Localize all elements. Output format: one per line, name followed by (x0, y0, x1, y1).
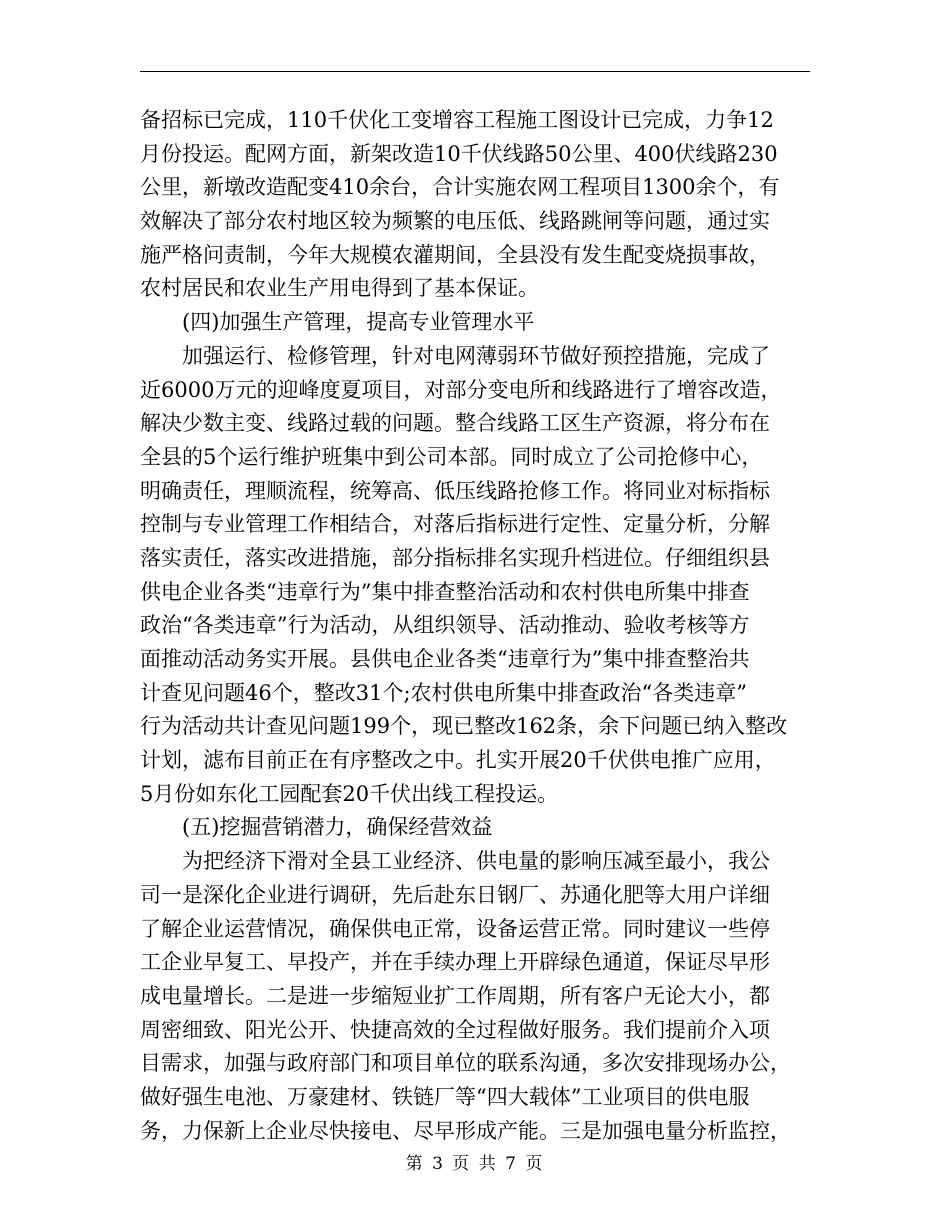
body-line: 工企业早复工、早投产，并在手续办理上开辟绿色通道，保证尽早形 (140, 950, 770, 975)
body-line: 做好强生电池、万豪建材、铁链厂等“四大载体”工业项目的供电服 (140, 1084, 750, 1109)
body-line: 行为活动共计查见问题199个，现已整改162条，余下问题已纳入整改 (140, 714, 788, 739)
body-line: 备招标已完成，110千伏化工变增容工程施工图设计已完成，力争12 (140, 108, 774, 132)
body-line: 月份投运。配网方面，新架改造10千伏线路50公里、400伏线路230 (140, 141, 778, 166)
body-line: 目需求，加强与政府部门和项目单位的联系沟通，多次安排现场办公， (140, 1051, 791, 1076)
paragraph-start-line: 为把经济下滑对全县工业经济、供电量的影响压减至最小，我公 (182, 849, 770, 874)
body-line: 明确责任，理顺流程，统筹高、低压线路抢修工作。将同业对标指标 (140, 478, 770, 503)
body-line: 近6000万元的迎峰度夏项目，对部分变电所和线路进行了增容改造， (140, 377, 782, 402)
page-number: 第 3 页 共 7 页 (405, 1154, 545, 1174)
document-body (140, 104, 810, 1148)
body-line: 5月份如东化工园配套20千伏出线工程投运。 (140, 781, 559, 806)
body-line: 计查见问题46个，整改31个;农村供电所集中排查政治“各类违章” (140, 680, 747, 705)
section-heading: (四)加强生产管理，提高专业管理水平 (182, 310, 535, 335)
header-rule (140, 71, 810, 72)
body-line: 周密细致、阳光公开、快捷高效的全过程做好服务。我们提前介入项 (140, 1017, 770, 1042)
body-line: 施严格问责制，今年大规模农灌期间，全县没有发生配变烧损事故， (140, 242, 770, 267)
body-line: 计划，滤布目前正在有序整改之中。扎实开展20千伏供电推广应用， (140, 748, 776, 773)
body-line: 成电量增长。二是进一步缩短业扩工作周期，所有客户无论大小，都 (140, 983, 770, 1008)
body-line: 政治“各类违章”行为活动，从组织领导、活动推动、验收考核等方 (140, 613, 750, 638)
body-line: 务，力保新上企业尽快接电、尽早形成产能。三是加强电量分析监控， (140, 1118, 791, 1143)
body-line: 落实责任，落实改进措施，部分指标排名实现升档进位。仔细组织县 (140, 545, 770, 570)
body-line: 司一是深化企业进行调研，先后赴东日钢厂、苏通化肥等大用户详细 (140, 882, 770, 907)
body-line: 公里，新墩改造配变410余台，合计实施农网工程项目1300余个，有 (140, 175, 780, 200)
body-line: 解决少数主变、线路过载的问题。整合线路工区生产资源，将分布在 (140, 411, 770, 436)
body-line: 面推动活动务实开展。县供电企业各类“违章行为”集中排查整治共 (140, 647, 750, 671)
body-line: 了解企业运营情况，确保供电正常，设备运营正常。同时建议一些停 (140, 916, 770, 941)
body-line: 全县的5个运行维护班集中到公司本部。同时成立了公司抢修中心， (140, 444, 763, 469)
body-line: 供电企业各类“违章行为”集中排查整治活动和农村供电所集中排查 (140, 579, 750, 604)
body-line: 农村居民和农业生产用电得到了基本保证。 (140, 276, 539, 301)
paragraph-start-line: 加强运行、检修管理，针对电网薄弱环节做好预控措施，完成了 (182, 343, 770, 368)
body-line: 效解决了部分农村地区较为频繁的电压低、线路跳闸等问题，通过实 (140, 209, 770, 234)
body-line: 控制与专业管理工作相结合，对落后指标进行定性、定量分析，分解 (140, 512, 770, 537)
section-heading: (五)挖掘营销潜力，确保经营效益 (182, 815, 493, 840)
